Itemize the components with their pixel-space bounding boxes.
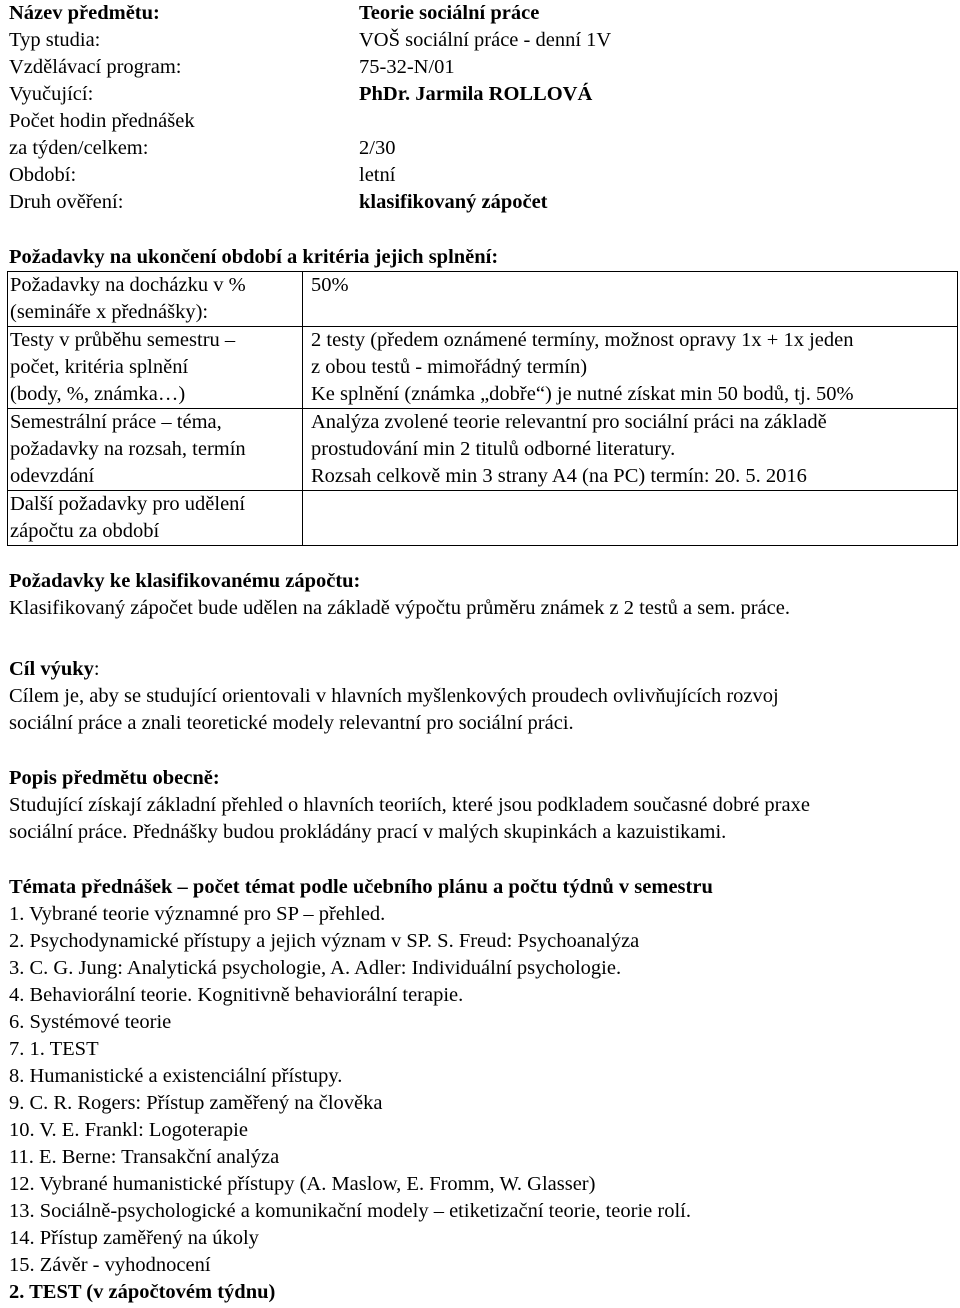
list-item: 8. Humanistické a existenciální přístupy.: [9, 1065, 343, 1087]
header-label: Počet hodin přednášek: [9, 110, 195, 132]
cell-line: zápočtu za období: [10, 520, 160, 542]
cell-line: Ke splnění (známka „dobře“) je nutné získat min 50 bodů, tj. 50%: [311, 383, 854, 405]
cell-line: z obou testů - mimořádný termín): [311, 356, 588, 378]
cell-line: odevzdání: [10, 465, 95, 487]
table-cell-label: [8, 272, 303, 327]
description-section: [9, 765, 960, 846]
table-cell-value: [303, 327, 958, 409]
list-item: 4. Behaviorální teorie. Kognitivně behaviorální terapie.: [9, 984, 464, 1006]
goal-title-bold: Cíl výuky: [9, 658, 94, 680]
header-row-teacher: [9, 81, 611, 108]
header-value: [359, 27, 611, 54]
topics-section: [9, 874, 960, 1306]
header-value: 2/30: [359, 137, 396, 159]
header-row-study-type: [9, 27, 611, 54]
header-value: Teorie sociální práce: [359, 2, 540, 24]
goal-line: Cílem je, aby se studující orientovali v hlavních myšlenkových proudech ovlivňujících rozvoj: [9, 685, 779, 707]
course-header: [9, 0, 611, 216]
table-cell-value: [303, 272, 958, 327]
classified-credit-text: Klasifikovaný zápočet bude udělen na základě výpočtu průměru známek z 2 testů a sem. práce.: [9, 597, 790, 619]
header-row-period: [9, 162, 611, 189]
header-label: Období:: [9, 164, 77, 186]
table-cell-value: [303, 409, 958, 491]
goal-section: [9, 656, 960, 737]
description-line: Studující získají základní přehled o hlavních teoriích, které jsou podkladem současné dobré praxe: [9, 794, 810, 816]
goal-title: [9, 656, 960, 683]
goal-line: sociální práce a znali teoretické modely relevantní pro sociální práci.: [9, 712, 574, 734]
header-label: za týden/celkem:: [9, 137, 149, 159]
list-item: 2. Psychodynamické přístupy a jejich význam v SP. S. Freud: Psychoanalýza: [9, 930, 640, 952]
table-row: [8, 409, 958, 491]
table-cell-label: [8, 327, 303, 409]
cell-line: Semestrální práce – téma,: [10, 411, 222, 433]
header-label: Vyučující:: [9, 83, 94, 105]
header-label: Typ studia:: [9, 29, 101, 51]
list-item: 11. E. Berne: Transakční analýza: [9, 1146, 280, 1168]
table-cell-label: [8, 409, 303, 491]
requirements-section: [9, 244, 958, 546]
header-value: letní: [359, 164, 396, 186]
header-label: Vzdělávací program:: [9, 56, 182, 78]
header-row-verification: [9, 189, 611, 216]
list-item: 7. 1. TEST: [9, 1038, 99, 1060]
cell-line: počet, kritéria splnění: [10, 356, 189, 378]
cell-line: (semináře x přednášky):: [10, 301, 209, 323]
goal-title-colon: :: [93, 658, 100, 680]
list-item: 3. C. G. Jung: Analytická psychologie, A. Adler: Individuální psychologie.: [9, 957, 622, 979]
list-item: 1. Vybrané teorie významné pro SP – přehled.: [9, 903, 386, 925]
cell-line: Analýza zvolené teorie relevantní pro sociální práci na základě: [311, 411, 827, 433]
header-value: klasifikovaný zápočet: [359, 191, 548, 213]
requirements-title: Požadavky na ukončení období a kritéria jejich splnění:: [9, 246, 499, 268]
list-item: 12. Vybrané humanistické přístupy (A. Maslow, E. Fromm, W. Glasser): [9, 1173, 596, 1195]
header-value-text: VOŠ sociální práce - denní 1V: [359, 29, 612, 51]
header-value: 75-32-N/01: [359, 56, 455, 78]
cell-line: Požadavky na docházku v %: [10, 274, 246, 296]
cell-line: 50%: [311, 274, 349, 296]
list-item: 6. Systémové teorie: [9, 1011, 172, 1033]
header-value: PhDr. Jarmila ROLLOVÁ: [359, 83, 593, 105]
list-item: 13. Sociálně-psychologické a komunikační modely – etiketizační teorie, teorie rolí.: [9, 1200, 691, 1222]
cell-line: Testy v průběhu semestru –: [10, 329, 236, 351]
header-label: Název předmětu:: [9, 2, 160, 24]
list-item: 2. TEST (v zápočtovém týdnu): [9, 1281, 276, 1303]
cell-line: (body, %, známka…): [10, 383, 186, 405]
cell-line: prostudování min 2 titulů odborné literatury.: [311, 438, 676, 460]
cell-line: 2 testy (předem oznámené termíny, možnost opravy 1x + 1x jeden: [311, 329, 854, 351]
list-item: 15. Závěr - vyhodnocení: [9, 1254, 211, 1276]
requirements-table: [7, 271, 958, 546]
header-row-hours: [9, 135, 611, 162]
header-row-course-name: [9, 0, 611, 27]
header-row-program: [9, 54, 611, 81]
cell-line: Další požadavky pro udělení: [10, 493, 246, 515]
table-cell-value-empty: [303, 491, 958, 546]
classified-credit-section: [9, 568, 960, 622]
list-item: 14. Přístup zaměřený na úkoly: [9, 1227, 259, 1249]
classified-credit-title: Požadavky ke klasifikovanému zápočtu:: [9, 570, 361, 592]
cell-line: Rozsah celkově min 3 strany A4 (na PC) termín: 20. 5. 2016: [311, 465, 807, 487]
list-item: 10. V. E. Frankl: Logoterapie: [9, 1119, 248, 1141]
table-row: [8, 491, 958, 546]
topics-list: [9, 901, 960, 1306]
description-line: sociální práce. Přednášky budou prokládány prací v malých skupinkách a kazuistikami.: [9, 821, 727, 843]
cell-line: požadavky na rozsah, termín: [10, 438, 246, 460]
list-item: 9. C. R. Rogers: Přístup zaměřený na člověka: [9, 1092, 383, 1114]
table-cell-label: [8, 491, 303, 546]
table-row: [8, 327, 958, 409]
topics-title: Témata přednášek – počet témat podle učebního plánu a počtu týdnů v semestru: [9, 876, 713, 898]
table-row: [8, 272, 958, 327]
description-title: Popis předmětu obecně:: [9, 767, 220, 789]
header-label: Druh ověření:: [9, 191, 124, 213]
header-row-hours-label: [9, 108, 611, 135]
